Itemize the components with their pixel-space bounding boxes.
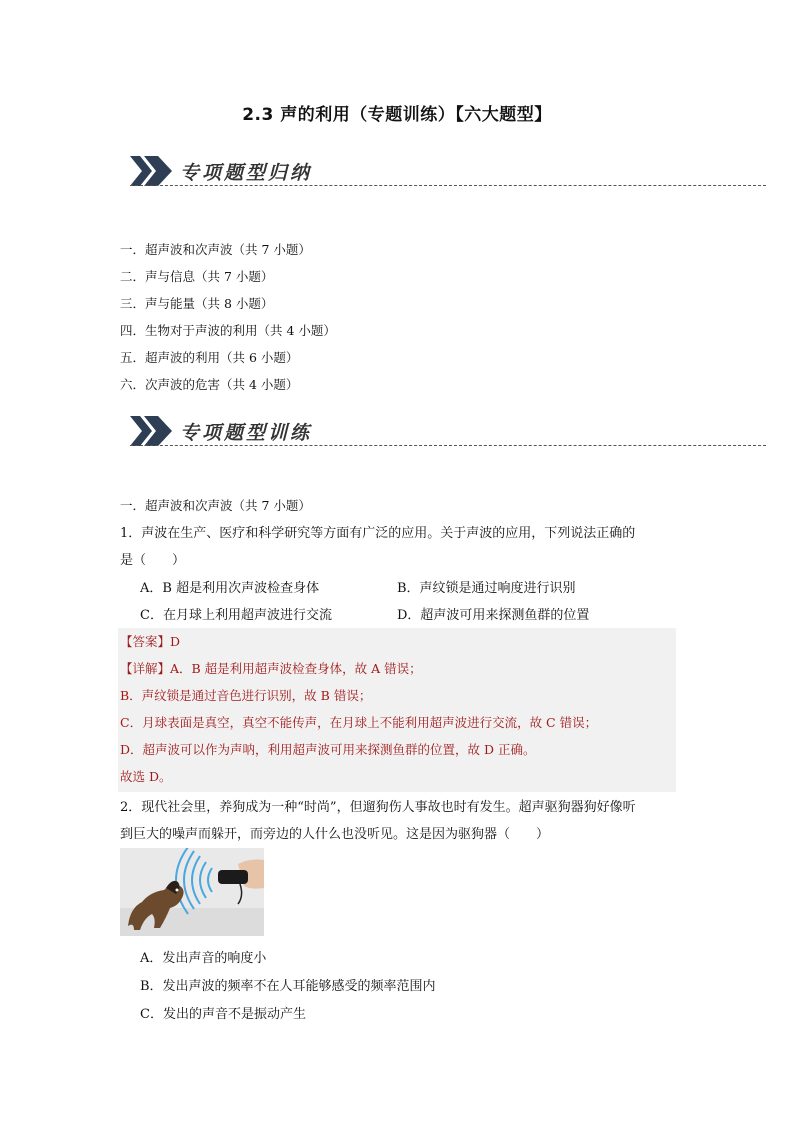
banner-text: 专项题型训练 [180,422,313,444]
question-2-option-c: C．发出的声音不是振动产生 [140,1007,306,1022]
question-2-option-a: A．发出声音的响度小 [140,951,267,966]
answer-detail: 【详解】A．B 超是利用超声波检查身体，故 A 错误； [120,661,422,676]
answer-conclusion: 故选 D。 [120,769,172,784]
question-1-option-a: A．B 超是利用次声波检查身体 [140,581,320,596]
section-banner-summary [130,156,766,190]
toc-item: 三．声与能量（共 8 小题） [120,296,274,311]
question-1-option-c: C．在月球上利用超声波进行交流 [140,608,332,623]
question-2-stem: 2．现代社会里，养狗成为一种“时尚”，但遛狗伤人事故也时有发生。超声驱狗器狗好像听 [120,800,636,815]
section-banner-training [130,416,766,450]
answer-detail: C．月球表面是真空，真空不能传声，在月球上不能利用超声波进行交流，故 C 错误； [120,715,598,730]
answer-detail: D．超声波可以作为声呐，利用超声波可用来探测鱼群的位置，故 D 正确。 [120,742,536,757]
question-1-stem-cont: 是（ ） [120,553,186,568]
question-1-option-d: D．超声波可用来探测鱼群的位置 [397,608,590,623]
question-2-stem-cont: 到巨大的噪声而躲开，而旁边的人什么也没听见。这是因为驱狗器（ ） [120,827,550,842]
arrow-icon [130,416,178,446]
toc-item: 五．超声波的利用（共 6 小题） [120,350,299,365]
dashed-divider [130,185,766,186]
page-title: 2.3 声的利用（专题训练）【六大题型】 [242,105,552,125]
question-1-option-b: B．声纹锁是通过响度进行识别 [397,581,576,596]
question-2-option-b: B．发出声波的频率不在人耳能够感受的频率范围内 [140,979,436,994]
answer-box [118,628,676,792]
toc-item: 四．生物对于声波的利用（共 4 小题） [120,323,336,338]
arrow-icon [130,156,178,186]
answer-label: 【答案】D [120,634,181,649]
answer-detail: B．声纹锁是通过音色进行识别，故 B 错误； [120,688,372,703]
dog-repeller-photo [120,848,264,936]
section-heading: 一．超声波和次声波（共 7 小题） [120,498,311,513]
toc-item: 二．声与信息（共 7 小题） [120,269,274,284]
dashed-divider [130,445,766,446]
question-1-stem: 1．声波在生产、医疗和科学研究等方面有广泛的应用。关于声波的应用，下列说法正确的 [120,526,636,541]
toc-item: 一．超声波和次声波（共 7 小题） [120,242,311,257]
toc-item: 六．次声波的危害（共 4 小题） [120,377,299,392]
banner-text: 专项题型归纳 [180,162,313,184]
